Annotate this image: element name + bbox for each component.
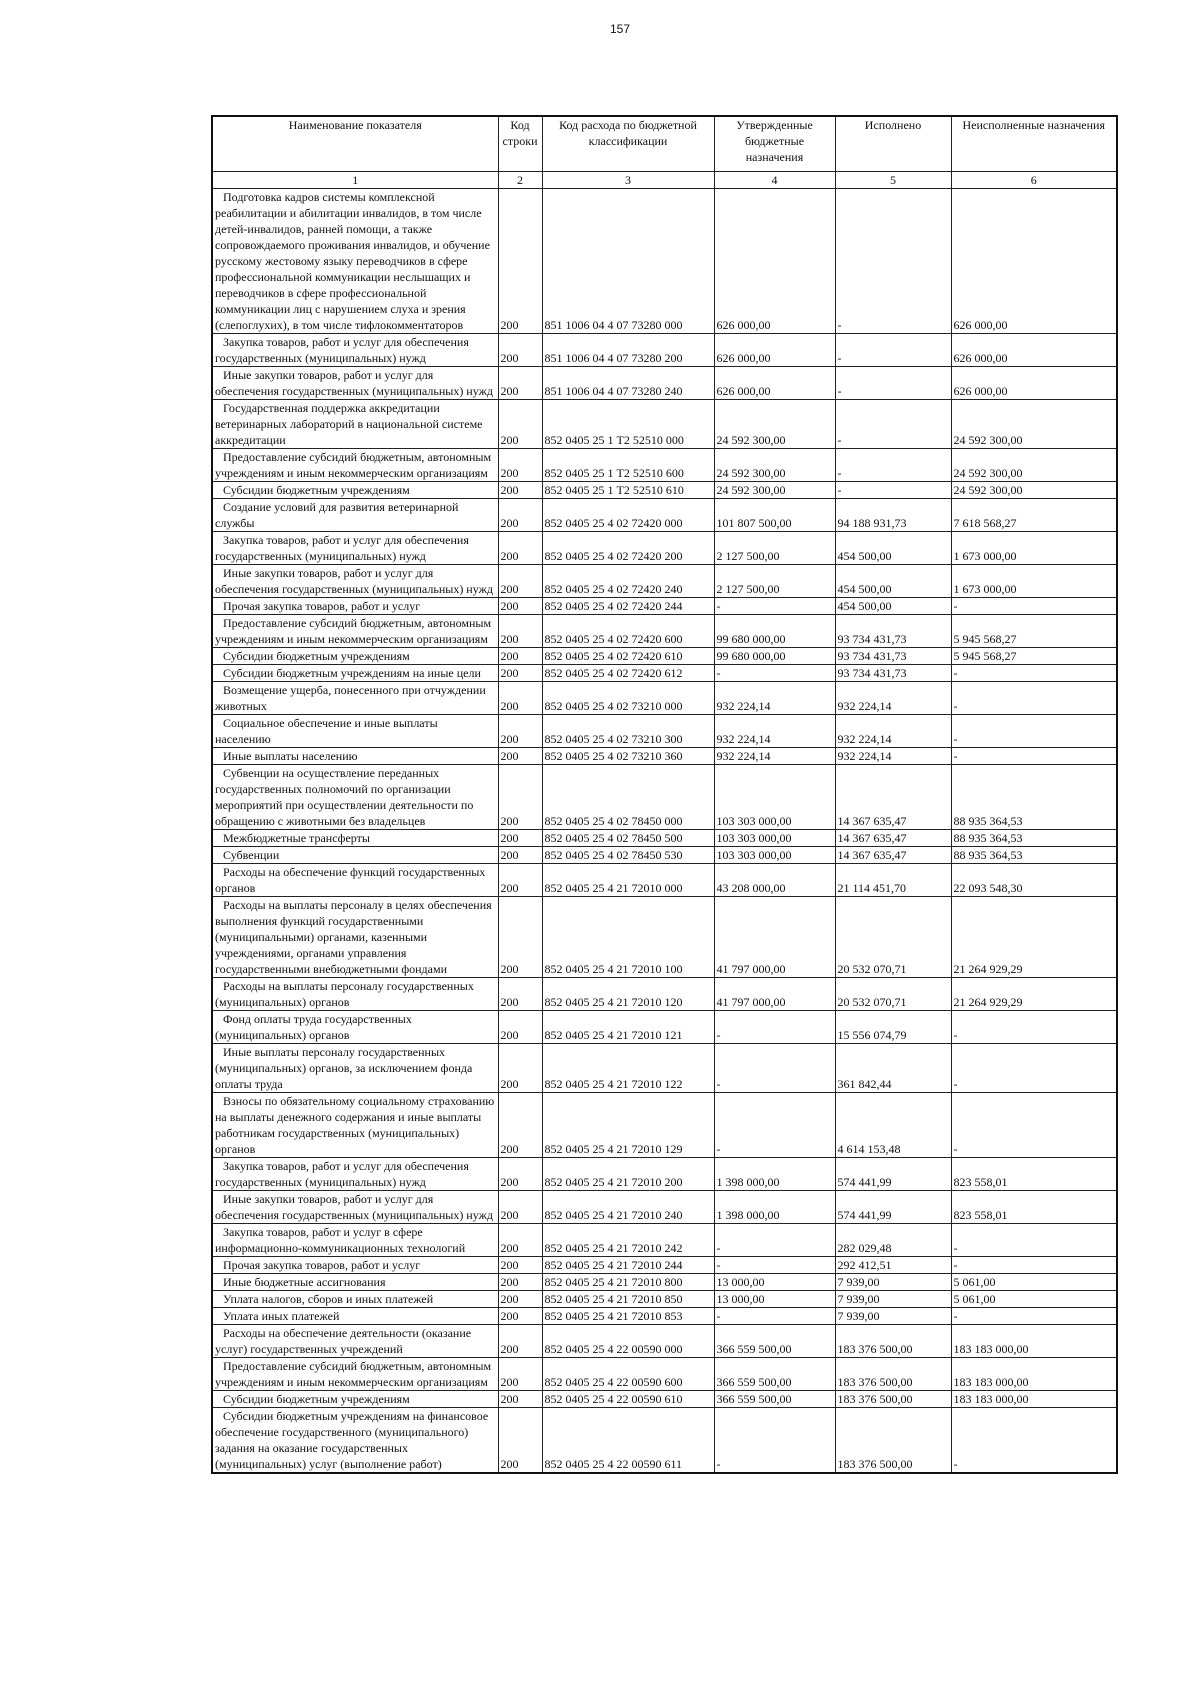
row-unexecuted-amount: -: [951, 682, 1117, 715]
col-number: 3: [542, 172, 714, 189]
row-executed-amount: 932 224,14: [835, 748, 951, 765]
row-executed-amount: 454 500,00: [835, 532, 951, 565]
row-executed-amount: 183 376 500,00: [835, 1325, 951, 1358]
row-approved-amount: -: [714, 665, 835, 682]
table-row: [212, 648, 1117, 665]
table-row: [212, 830, 1117, 847]
row-approved-amount: -: [714, 1044, 835, 1093]
row-approved-amount: 932 224,14: [714, 682, 835, 715]
row-unexecuted-amount: -: [951, 1011, 1117, 1044]
header-row: [212, 116, 1117, 172]
row-name: Уплата иных платежей: [212, 1308, 498, 1325]
row-unexecuted-amount: -: [951, 1308, 1117, 1325]
row-executed-amount: 932 224,14: [835, 715, 951, 748]
row-kbk-code: 852 0405 25 4 21 72010 853: [542, 1308, 714, 1325]
row-approved-amount: 101 807 500,00: [714, 499, 835, 532]
row-approved-amount: -: [714, 1257, 835, 1274]
row-unexecuted-amount: 88 935 364,53: [951, 765, 1117, 830]
row-name: Иные закупки товаров, работ и услуг для обеспечения государственных (муниципальных) нужд: [212, 565, 498, 598]
row-name: Расходы на выплаты персоналу государственных (муниципальных) органов: [212, 978, 498, 1011]
row-unexecuted-amount: -: [951, 1224, 1117, 1257]
table-row: [212, 482, 1117, 499]
row-name: Предоставление субсидий бюджетным, автономным учреждениям и иным некоммерческим организациям: [212, 1358, 498, 1391]
row-executed-amount: 15 556 074,79: [835, 1011, 951, 1044]
row-kbk-code: 852 0405 25 4 21 72010 240: [542, 1191, 714, 1224]
row-approved-amount: 366 559 500,00: [714, 1325, 835, 1358]
row-name: Расходы на обеспечение деятельности (оказание услуг) государственных учреждений: [212, 1325, 498, 1358]
row-unexecuted-amount: 88 935 364,53: [951, 847, 1117, 864]
row-name: Предоставление субсидий бюджетным, автономным учреждениям и иным некоммерческим организациям: [212, 449, 498, 482]
row-name: Субсидии бюджетным учреждениям на иные цели: [212, 665, 498, 682]
table-row: [212, 1011, 1117, 1044]
row-approved-amount: 13 000,00: [714, 1291, 835, 1308]
table-row: [212, 765, 1117, 830]
row-unexecuted-amount: 626 000,00: [951, 189, 1117, 334]
row-executed-amount: 7 939,00: [835, 1274, 951, 1291]
row-name: Субвенции: [212, 847, 498, 864]
row-unexecuted-amount: 626 000,00: [951, 334, 1117, 367]
row-approved-amount: 1 398 000,00: [714, 1191, 835, 1224]
col-header-line-code: Код строки: [498, 116, 542, 172]
table-row: [212, 665, 1117, 682]
row-name: Расходы на выплаты персоналу в целях обеспечения выполнения функций государственными (муниципальными) органами, казенными учреждениями, органами управления государственными внебюджетными фондами: [212, 897, 498, 978]
row-line-code: 200: [498, 1358, 542, 1391]
col-number: 4: [714, 172, 835, 189]
row-executed-amount: 21 114 451,70: [835, 864, 951, 897]
row-kbk-code: 852 0405 25 4 21 72010 121: [542, 1011, 714, 1044]
row-kbk-code: 852 0405 25 4 21 72010 800: [542, 1274, 714, 1291]
row-name: Субвенции на осуществление переданных государственных полномочий по организации мероприятий при осуществлении деятельности по обращению с животными без владельцев: [212, 765, 498, 830]
table-row: [212, 499, 1117, 532]
col-number: 6: [951, 172, 1117, 189]
row-executed-amount: 292 412,51: [835, 1257, 951, 1274]
row-executed-amount: 20 532 070,71: [835, 978, 951, 1011]
row-executed-amount: 183 376 500,00: [835, 1358, 951, 1391]
row-unexecuted-amount: 5 945 568,27: [951, 648, 1117, 665]
row-kbk-code: 852 0405 25 4 22 00590 611: [542, 1408, 714, 1474]
row-executed-amount: 183 376 500,00: [835, 1391, 951, 1408]
table-row: [212, 715, 1117, 748]
row-line-code: 200: [498, 864, 542, 897]
table-row: [212, 682, 1117, 715]
row-approved-amount: -: [714, 1224, 835, 1257]
row-kbk-code: 852 0405 25 4 02 72420 610: [542, 648, 714, 665]
row-kbk-code: 852 0405 25 4 02 73210 360: [542, 748, 714, 765]
row-name: Государственная поддержка аккредитации ветеринарных лабораторий в национальной системе аккредитации: [212, 400, 498, 449]
row-unexecuted-amount: 183 183 000,00: [951, 1358, 1117, 1391]
row-executed-amount: 14 367 635,47: [835, 765, 951, 830]
row-line-code: 200: [498, 830, 542, 847]
row-executed-amount: 932 224,14: [835, 682, 951, 715]
table-row: [212, 1291, 1117, 1308]
row-name: Закупка товаров, работ и услуг в сфере информационно-коммуникационных технологий: [212, 1224, 498, 1257]
table-row: [212, 565, 1117, 598]
row-unexecuted-amount: 823 558,01: [951, 1191, 1117, 1224]
row-line-code: 200: [498, 978, 542, 1011]
row-line-code: 200: [498, 565, 542, 598]
row-approved-amount: -: [714, 1093, 835, 1158]
row-kbk-code: 852 0405 25 4 21 72010 129: [542, 1093, 714, 1158]
row-line-code: 200: [498, 648, 542, 665]
row-name: Закупка товаров, работ и услуг для обеспечения государственных (муниципальных) нужд: [212, 1158, 498, 1191]
row-approved-amount: 24 592 300,00: [714, 482, 835, 499]
row-unexecuted-amount: 1 673 000,00: [951, 565, 1117, 598]
row-line-code: 200: [498, 615, 542, 648]
col-header-approved: Утвержденные бюджетные назначения: [714, 116, 835, 172]
row-unexecuted-amount: 24 592 300,00: [951, 482, 1117, 499]
row-kbk-code: 852 0405 25 4 22 00590 000: [542, 1325, 714, 1358]
table-row: [212, 1257, 1117, 1274]
table-row: [212, 334, 1117, 367]
table-row: [212, 1408, 1117, 1474]
row-unexecuted-amount: -: [951, 1408, 1117, 1474]
row-unexecuted-amount: 1 673 000,00: [951, 532, 1117, 565]
row-unexecuted-amount: 24 592 300,00: [951, 400, 1117, 449]
col-header-name: Наименование показателя: [212, 116, 498, 172]
row-approved-amount: 1 398 000,00: [714, 1158, 835, 1191]
table-row: [212, 615, 1117, 648]
row-approved-amount: -: [714, 598, 835, 615]
col-header-kbk: Код расхода по бюджетной классификации: [542, 116, 714, 172]
row-line-code: 200: [498, 748, 542, 765]
row-name: Иные закупки товаров, работ и услуг для обеспечения государственных (муниципальных) нужд: [212, 367, 498, 400]
row-unexecuted-amount: -: [951, 665, 1117, 682]
row-name: Межбюджетные трансферты: [212, 830, 498, 847]
row-kbk-code: 852 0405 25 1 Т2 52510 600: [542, 449, 714, 482]
row-line-code: 200: [498, 665, 542, 682]
row-executed-amount: 14 367 635,47: [835, 830, 951, 847]
table-row: [212, 449, 1117, 482]
row-line-code: 200: [498, 1308, 542, 1325]
row-line-code: 200: [498, 1011, 542, 1044]
row-line-code: 200: [498, 189, 542, 334]
row-unexecuted-amount: 183 183 000,00: [951, 1325, 1117, 1358]
row-executed-amount: 282 029,48: [835, 1224, 951, 1257]
row-name: Создание условий для развития ветеринарной службы: [212, 499, 498, 532]
row-line-code: 200: [498, 1093, 542, 1158]
row-line-code: 200: [498, 367, 542, 400]
row-approved-amount: 103 303 000,00: [714, 765, 835, 830]
row-executed-amount: -: [835, 482, 951, 499]
col-header-executed: Исполнено: [835, 116, 951, 172]
row-approved-amount: 366 559 500,00: [714, 1391, 835, 1408]
row-unexecuted-amount: 22 093 548,30: [951, 864, 1117, 897]
row-kbk-code: 852 0405 25 4 21 72010 120: [542, 978, 714, 1011]
row-approved-amount: -: [714, 1011, 835, 1044]
row-name: Социальное обеспечение и иные выплаты населению: [212, 715, 498, 748]
row-kbk-code: 852 0405 25 4 21 72010 850: [542, 1291, 714, 1308]
row-unexecuted-amount: 823 558,01: [951, 1158, 1117, 1191]
row-unexecuted-amount: -: [951, 715, 1117, 748]
row-kbk-code: 852 0405 25 4 02 72420 612: [542, 665, 714, 682]
row-line-code: 200: [498, 1257, 542, 1274]
row-executed-amount: 93 734 431,73: [835, 648, 951, 665]
row-unexecuted-amount: 5 061,00: [951, 1274, 1117, 1291]
row-executed-amount: -: [835, 449, 951, 482]
row-line-code: 200: [498, 682, 542, 715]
table-row: [212, 1093, 1117, 1158]
row-unexecuted-amount: 24 592 300,00: [951, 449, 1117, 482]
row-kbk-code: 852 0405 25 4 02 78450 000: [542, 765, 714, 830]
row-unexecuted-amount: 183 183 000,00: [951, 1391, 1117, 1408]
row-approved-amount: -: [714, 1308, 835, 1325]
table-row: [212, 1191, 1117, 1224]
row-executed-amount: 20 532 070,71: [835, 897, 951, 978]
row-unexecuted-amount: 5 061,00: [951, 1291, 1117, 1308]
row-approved-amount: 13 000,00: [714, 1274, 835, 1291]
row-name: Иные выплаты персоналу государственных (муниципальных) органов, за исключением фонда оплаты труда: [212, 1044, 498, 1093]
row-name: Закупка товаров, работ и услуг для обеспечения государственных (муниципальных) нужд: [212, 334, 498, 367]
row-name: Взносы по обязательному социальному страхованию на выплаты денежного содержания и иные выплаты работникам государственных (муниципальных) органов: [212, 1093, 498, 1158]
row-approved-amount: 24 592 300,00: [714, 400, 835, 449]
row-unexecuted-amount: 21 264 929,29: [951, 897, 1117, 978]
row-approved-amount: 103 303 000,00: [714, 830, 835, 847]
table-row: [212, 1274, 1117, 1291]
row-line-code: 200: [498, 1158, 542, 1191]
row-executed-amount: -: [835, 334, 951, 367]
row-kbk-code: 852 0405 25 4 02 72420 240: [542, 565, 714, 598]
row-kbk-code: 852 0405 25 4 21 72010 122: [542, 1044, 714, 1093]
row-line-code: 200: [498, 482, 542, 499]
col-number: 2: [498, 172, 542, 189]
row-approved-amount: 2 127 500,00: [714, 565, 835, 598]
row-executed-amount: -: [835, 367, 951, 400]
row-unexecuted-amount: 7 618 568,27: [951, 499, 1117, 532]
row-executed-amount: -: [835, 189, 951, 334]
row-line-code: 200: [498, 1408, 542, 1474]
row-name: Иные выплаты населению: [212, 748, 498, 765]
table-row: [212, 847, 1117, 864]
row-approved-amount: 366 559 500,00: [714, 1358, 835, 1391]
page-number: 157: [609, 22, 631, 36]
row-executed-amount: 94 188 931,73: [835, 499, 951, 532]
column-number-row: [212, 172, 1117, 189]
row-approved-amount: 99 680 000,00: [714, 615, 835, 648]
row-name: Закупка товаров, работ и услуг для обеспечения государственных (муниципальных) нужд: [212, 532, 498, 565]
row-kbk-code: 852 0405 25 4 21 72010 000: [542, 864, 714, 897]
table-row: [212, 1391, 1117, 1408]
row-kbk-code: 852 0405 25 4 02 73210 000: [542, 682, 714, 715]
row-unexecuted-amount: 21 264 929,29: [951, 978, 1117, 1011]
row-name: Иные бюджетные ассигнования: [212, 1274, 498, 1291]
row-name: Прочая закупка товаров, работ и услуг: [212, 1257, 498, 1274]
row-unexecuted-amount: 5 945 568,27: [951, 615, 1117, 648]
row-kbk-code: 852 0405 25 4 02 72420 600: [542, 615, 714, 648]
row-kbk-code: 852 0405 25 4 22 00590 610: [542, 1391, 714, 1408]
table-row: [212, 748, 1117, 765]
row-line-code: 200: [498, 449, 542, 482]
row-name: Предоставление субсидий бюджетным, автономным учреждениям и иным некоммерческим организациям: [212, 615, 498, 648]
row-line-code: 200: [498, 1044, 542, 1093]
row-executed-amount: 93 734 431,73: [835, 615, 951, 648]
row-executed-amount: 454 500,00: [835, 598, 951, 615]
row-kbk-code: 852 0405 25 4 02 78450 530: [542, 847, 714, 864]
table-row: [212, 598, 1117, 615]
row-name: Фонд оплаты труда государственных (муниципальных) органов: [212, 1011, 498, 1044]
row-executed-amount: -: [835, 400, 951, 449]
row-line-code: 200: [498, 1325, 542, 1358]
row-name: Подготовка кадров системы комплексной реабилитации и абилитации инвалидов, в том числе детей-инвалидов, ранней помощи, а также сопровождаемого проживания инвалидов, и обучение русскому жестовому языку переводчиков в сфере профессиональной коммуникации неслышащих и переводчиков в сфере профессиональной коммуникации лиц с нарушением слуха и зрения (слепоглухих), в том числе тифлокомментаторов: [212, 189, 498, 334]
row-approved-amount: 24 592 300,00: [714, 449, 835, 482]
row-executed-amount: 183 376 500,00: [835, 1408, 951, 1474]
row-line-code: 200: [498, 499, 542, 532]
row-line-code: 200: [498, 765, 542, 830]
row-kbk-code: 851 1006 04 4 07 73280 200: [542, 334, 714, 367]
row-executed-amount: 14 367 635,47: [835, 847, 951, 864]
row-kbk-code: 852 0405 25 4 22 00590 600: [542, 1358, 714, 1391]
row-approved-amount: 932 224,14: [714, 715, 835, 748]
row-line-code: 200: [498, 334, 542, 367]
table-row: [212, 1044, 1117, 1093]
row-line-code: 200: [498, 598, 542, 615]
row-line-code: 200: [498, 1191, 542, 1224]
row-unexecuted-amount: 88 935 364,53: [951, 830, 1117, 847]
row-line-code: 200: [498, 400, 542, 449]
table-row: [212, 532, 1117, 565]
row-kbk-code: 852 0405 25 4 02 73210 300: [542, 715, 714, 748]
row-kbk-code: 852 0405 25 4 02 78450 500: [542, 830, 714, 847]
row-name: Расходы на обеспечение функций государственных органов: [212, 864, 498, 897]
row-line-code: 200: [498, 532, 542, 565]
row-executed-amount: 93 734 431,73: [835, 665, 951, 682]
row-approved-amount: -: [714, 1408, 835, 1474]
row-line-code: 200: [498, 1274, 542, 1291]
row-kbk-code: 851 1006 04 4 07 73280 000: [542, 189, 714, 334]
col-header-unexecuted: Неисполненные назначения: [951, 116, 1117, 172]
row-kbk-code: 852 0405 25 4 21 72010 200: [542, 1158, 714, 1191]
row-executed-amount: 574 441,99: [835, 1158, 951, 1191]
row-approved-amount: 99 680 000,00: [714, 648, 835, 665]
row-kbk-code: 852 0405 25 1 Т2 52510 000: [542, 400, 714, 449]
row-unexecuted-amount: -: [951, 1093, 1117, 1158]
row-approved-amount: 626 000,00: [714, 189, 835, 334]
row-line-code: 200: [498, 897, 542, 978]
row-executed-amount: 4 614 153,48: [835, 1093, 951, 1158]
row-kbk-code: 852 0405 25 4 21 72010 100: [542, 897, 714, 978]
row-kbk-code: 852 0405 25 4 21 72010 242: [542, 1224, 714, 1257]
row-executed-amount: 361 842,44: [835, 1044, 951, 1093]
row-unexecuted-amount: -: [951, 1257, 1117, 1274]
row-kbk-code: 851 1006 04 4 07 73280 240: [542, 367, 714, 400]
table-row: [212, 1325, 1117, 1358]
row-kbk-code: 852 0405 25 4 02 72420 000: [542, 499, 714, 532]
row-name: Субсидии бюджетным учреждениям на финансовое обеспечение государственного (муниципального) задания на оказание государственных (муниципальных) услуг (выполнение работ): [212, 1408, 498, 1474]
table-row: [212, 400, 1117, 449]
row-approved-amount: 103 303 000,00: [714, 847, 835, 864]
row-approved-amount: 2 127 500,00: [714, 532, 835, 565]
row-name: Иные закупки товаров, работ и услуг для обеспечения государственных (муниципальных) нужд: [212, 1191, 498, 1224]
row-executed-amount: 454 500,00: [835, 565, 951, 598]
col-number: 1: [212, 172, 498, 189]
row-line-code: 200: [498, 715, 542, 748]
budget-execution-table: [211, 115, 1118, 1474]
row-approved-amount: 41 797 000,00: [714, 897, 835, 978]
row-name: Субсидии бюджетным учреждениям: [212, 1391, 498, 1408]
row-approved-amount: 43 208 000,00: [714, 864, 835, 897]
row-name: Возмещение ущерба, понесенного при отчуждении животных: [212, 682, 498, 715]
table-row: [212, 1224, 1117, 1257]
row-name: Субсидии бюджетным учреждениям: [212, 482, 498, 499]
table-row: [212, 1358, 1117, 1391]
table-row: [212, 1308, 1117, 1325]
row-approved-amount: 626 000,00: [714, 334, 835, 367]
row-unexecuted-amount: -: [951, 748, 1117, 765]
row-unexecuted-amount: 626 000,00: [951, 367, 1117, 400]
row-name: Уплата налогов, сборов и иных платежей: [212, 1291, 498, 1308]
row-kbk-code: 852 0405 25 4 21 72010 244: [542, 1257, 714, 1274]
row-approved-amount: 626 000,00: [714, 367, 835, 400]
row-unexecuted-amount: -: [951, 1044, 1117, 1093]
row-line-code: 200: [498, 1291, 542, 1308]
col-number: 5: [835, 172, 951, 189]
row-name: Прочая закупка товаров, работ и услуг: [212, 598, 498, 615]
row-name: Субсидии бюджетным учреждениям: [212, 648, 498, 665]
row-kbk-code: 852 0405 25 1 Т2 52510 610: [542, 482, 714, 499]
row-executed-amount: 7 939,00: [835, 1308, 951, 1325]
table-body: [212, 189, 1117, 1474]
row-approved-amount: 932 224,14: [714, 748, 835, 765]
row-line-code: 200: [498, 1224, 542, 1257]
row-executed-amount: 7 939,00: [835, 1291, 951, 1308]
table-row: [212, 864, 1117, 897]
table-row: [212, 897, 1117, 978]
table-row: [212, 189, 1117, 334]
table-row: [212, 1158, 1117, 1191]
table-row: [212, 978, 1117, 1011]
row-line-code: 200: [498, 847, 542, 864]
row-unexecuted-amount: -: [951, 598, 1117, 615]
row-approved-amount: 41 797 000,00: [714, 978, 835, 1011]
table-row: [212, 367, 1117, 400]
row-line-code: 200: [498, 1391, 542, 1408]
row-executed-amount: 574 441,99: [835, 1191, 951, 1224]
row-kbk-code: 852 0405 25 4 02 72420 244: [542, 598, 714, 615]
row-kbk-code: 852 0405 25 4 02 72420 200: [542, 532, 714, 565]
